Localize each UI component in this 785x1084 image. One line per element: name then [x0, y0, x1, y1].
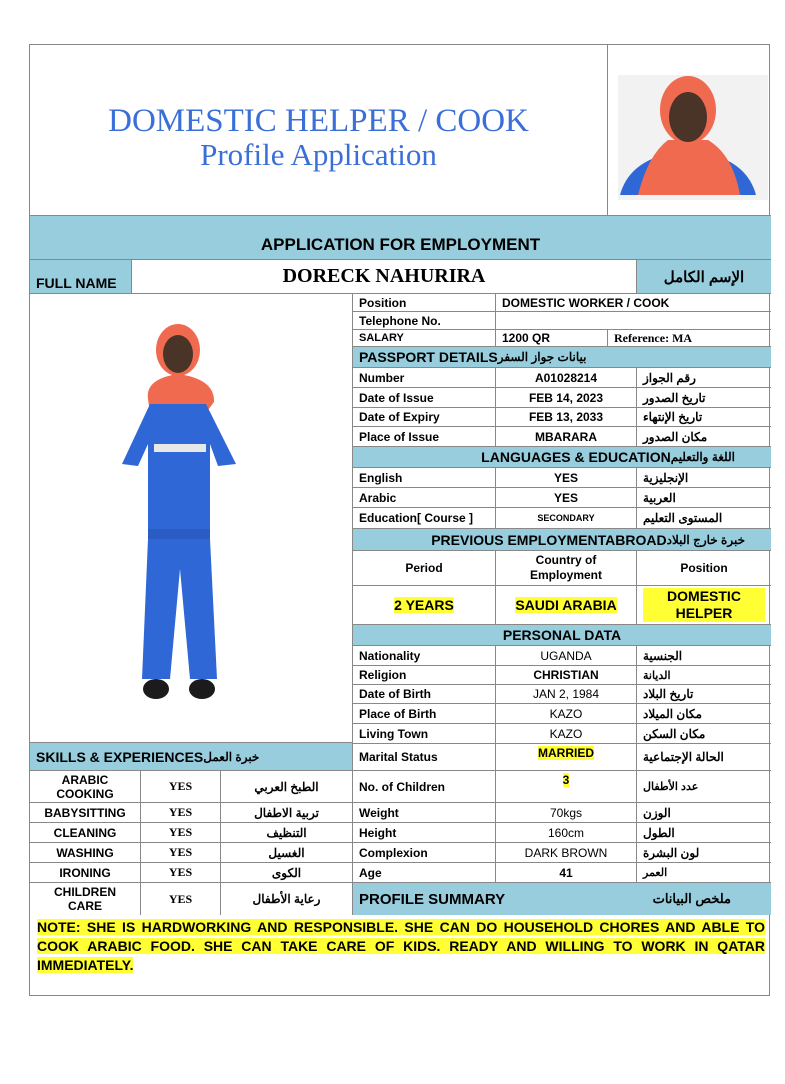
- religion-value: CHRISTIAN: [496, 666, 637, 685]
- date-of-expiry-label-ar: تاريخ الإنتهاء: [637, 408, 771, 427]
- salary-value: 1200 QR: [496, 330, 608, 347]
- date-of-birth-label-ar: تاريخ البلاد: [637, 685, 771, 704]
- application-title: APPLICATION FOR EMPLOYMENT: [30, 215, 771, 260]
- skills-title: SKILLS & EXPERIENCES: [36, 748, 204, 765]
- skill-washing-label-ar: الغسيل: [221, 843, 353, 863]
- passport-section-header: [353, 347, 771, 368]
- arabic-label-ar: العربية: [637, 488, 771, 508]
- religion-label-ar: الديانة: [637, 666, 771, 685]
- skill-cleaning-label-ar: التنظيف: [221, 823, 353, 843]
- skill-arabic-cooking-value: YES: [141, 771, 221, 803]
- position-header: Position: [637, 551, 771, 586]
- religion-label: Religion: [353, 666, 496, 685]
- skill-ironing-label: IRONING: [30, 863, 141, 883]
- skills-title-ar: خبرة العمل: [203, 749, 260, 764]
- passport-number-label: Number: [353, 368, 496, 388]
- skill-ironing-value: YES: [141, 863, 221, 883]
- skill-children-care-value: YES: [141, 883, 221, 915]
- date-of-birth-label: Date of Birth: [353, 685, 496, 704]
- skill-children-care-label: CHILDREN CARE: [30, 883, 141, 915]
- weight-value: 70kgs: [496, 803, 637, 823]
- skill-children-care-label-ar: رعاية الأطفال: [221, 883, 353, 915]
- age-value: 41: [496, 863, 637, 883]
- date-of-issue-value: FEB 14, 2023: [496, 388, 637, 408]
- profile-note: [37, 918, 765, 975]
- age-label: Age: [353, 863, 496, 883]
- age-label-ar: العمر: [637, 863, 771, 883]
- nationality-label-ar: الجنسية: [637, 646, 771, 666]
- date-of-expiry-value: FEB 13, 2033: [496, 408, 637, 427]
- marital-status-value: MARRIED: [538, 746, 594, 760]
- complexion-label-ar: لون البشرة: [637, 843, 771, 863]
- english-label: English: [353, 468, 496, 488]
- application-sheet: [29, 44, 770, 996]
- place-of-issue-label-ar: مكان الصدور: [637, 427, 771, 447]
- position-label: Position: [353, 294, 496, 312]
- telephone-value: [496, 312, 771, 330]
- height-value: 160cm: [496, 823, 637, 843]
- date-of-issue-label: Date of Issue: [353, 388, 496, 408]
- date-of-issue-label-ar: تاريخ الصدور: [637, 388, 771, 408]
- profile-summary-title: PROFILE SUMMARY: [359, 890, 506, 908]
- living-town-value: KAZO: [496, 724, 637, 744]
- place-of-birth-label: Place of Birth: [353, 704, 496, 724]
- place-of-issue-label: Place of Issue: [353, 427, 496, 447]
- children-value: 3: [562, 773, 570, 787]
- full-name-label-ar: الإسم الكامل: [637, 260, 771, 294]
- languages-title-ar: اللغة والتعليم: [670, 450, 735, 464]
- headshot-photo: [608, 45, 770, 215]
- full-body-photo: [30, 294, 353, 742]
- english-label-ar: الإنجليزية: [637, 468, 771, 488]
- skill-babysitting-label: BABYSITTING: [30, 803, 141, 823]
- complexion-value: DARK BROWN: [496, 843, 637, 863]
- full-name-label: FULL NAME: [30, 260, 132, 294]
- education-value: SECONDARY: [496, 508, 637, 529]
- employment-period-cell: [353, 586, 496, 625]
- position-value: DOMESTIC WORKER / COOK: [496, 294, 771, 312]
- profile-summary-title-ar: ملخص البيانات: [652, 891, 731, 906]
- skill-babysitting-value: YES: [141, 803, 221, 823]
- skill-cleaning-label: CLEANING: [30, 823, 141, 843]
- education-label: Education[ Course ]: [353, 508, 496, 529]
- arabic-label: Arabic: [353, 488, 496, 508]
- employment-country: SAUDI ARABIA: [515, 597, 617, 613]
- languages-title: LANGUAGES & EDUCATION: [481, 449, 671, 465]
- height-label-ar: الطول: [637, 823, 771, 843]
- nationality-label: Nationality: [353, 646, 496, 666]
- children-cell: [496, 771, 637, 803]
- living-town-label: Living Town: [353, 724, 496, 744]
- skills-section-header: [30, 742, 353, 771]
- passport-number-value: A01028214: [496, 368, 637, 388]
- nationality-value: UGANDA: [496, 646, 637, 666]
- previous-employment-title: PREVIOUS EMPLOYMENTABROAD: [431, 531, 667, 548]
- skill-arabic-cooking-label: ARABIC COOKING: [30, 771, 141, 803]
- header-subtitle: Profile Application: [200, 137, 437, 172]
- passport-number-label-ar: رقم الجواز: [637, 368, 771, 388]
- employment-position: DOMESTIC HELPER: [643, 588, 765, 622]
- date-of-expiry-label: Date of Expiry: [353, 408, 496, 427]
- personal-data-title: PERSONAL DATA: [353, 625, 771, 646]
- header-title: DOMESTIC HELPER / COOK: [108, 103, 529, 139]
- place-of-birth-label-ar: مكان الميلاد: [637, 704, 771, 724]
- skill-washing-label: WASHING: [30, 843, 141, 863]
- employment-position-cell: [637, 586, 771, 625]
- previous-employment-title-ar: خبرة خارج البلاد: [666, 532, 745, 547]
- period-header: Period: [353, 551, 496, 586]
- place-of-birth-value: KAZO: [496, 704, 637, 724]
- profile-summary-header: [353, 883, 771, 915]
- education-label-ar: المستوى التعليم: [637, 508, 771, 529]
- header-title-block: [30, 45, 608, 215]
- skill-ironing-label-ar: الكوى: [221, 863, 353, 883]
- place-of-issue-value: MBARARA: [496, 427, 637, 447]
- complexion-label: Complexion: [353, 843, 496, 863]
- marital-status-cell: [496, 744, 637, 771]
- date-of-birth-value: JAN 2, 1984: [496, 685, 637, 704]
- skill-washing-value: YES: [141, 843, 221, 863]
- marital-status-label-ar: الحالة الإجتماعية: [637, 744, 771, 771]
- languages-section-header: [353, 447, 771, 468]
- previous-employment-section-header: [353, 529, 771, 551]
- english-value: YES: [496, 468, 637, 488]
- weight-label-ar: الوزن: [637, 803, 771, 823]
- passport-title-ar: بيانات جواز السفر: [497, 350, 587, 364]
- skill-cleaning-value: YES: [141, 823, 221, 843]
- reference-value: Reference: MA: [608, 330, 771, 347]
- passport-title: PASSPORT DETAILS: [359, 349, 498, 365]
- living-town-label-ar: مكان السكن: [637, 724, 771, 744]
- children-label: No. of Children: [353, 771, 496, 803]
- salary-label: SALARY: [353, 330, 496, 347]
- employment-country-cell: [496, 586, 637, 625]
- telephone-label: Telephone No.: [353, 312, 496, 330]
- skill-babysitting-label-ar: تربية الاطفال: [221, 803, 353, 823]
- full-name-value: DORECK NAHURIRA: [132, 260, 637, 294]
- marital-status-label: Marital Status: [353, 744, 496, 771]
- height-label: Height: [353, 823, 496, 843]
- employment-period: 2 YEARS: [394, 597, 454, 613]
- profile-note-text: NOTE: SHE IS HARDWORKING AND RESPONSIBLE. SHE CAN DO HOUSEHOLD CHORES AND ABLE TO COOK ARABIC FOOD. SHE CAN TAKE CARE OF KIDS. READY AND WILLING TO WORK IN QATAR IMMEDIATELY.: [37, 919, 765, 973]
- skill-arabic-cooking-label-ar: الطبخ العربي: [221, 771, 353, 803]
- weight-label: Weight: [353, 803, 496, 823]
- country-header: Country of Employment: [496, 551, 637, 586]
- arabic-value: YES: [496, 488, 637, 508]
- children-label-ar: عدد الأطفال: [637, 771, 771, 803]
